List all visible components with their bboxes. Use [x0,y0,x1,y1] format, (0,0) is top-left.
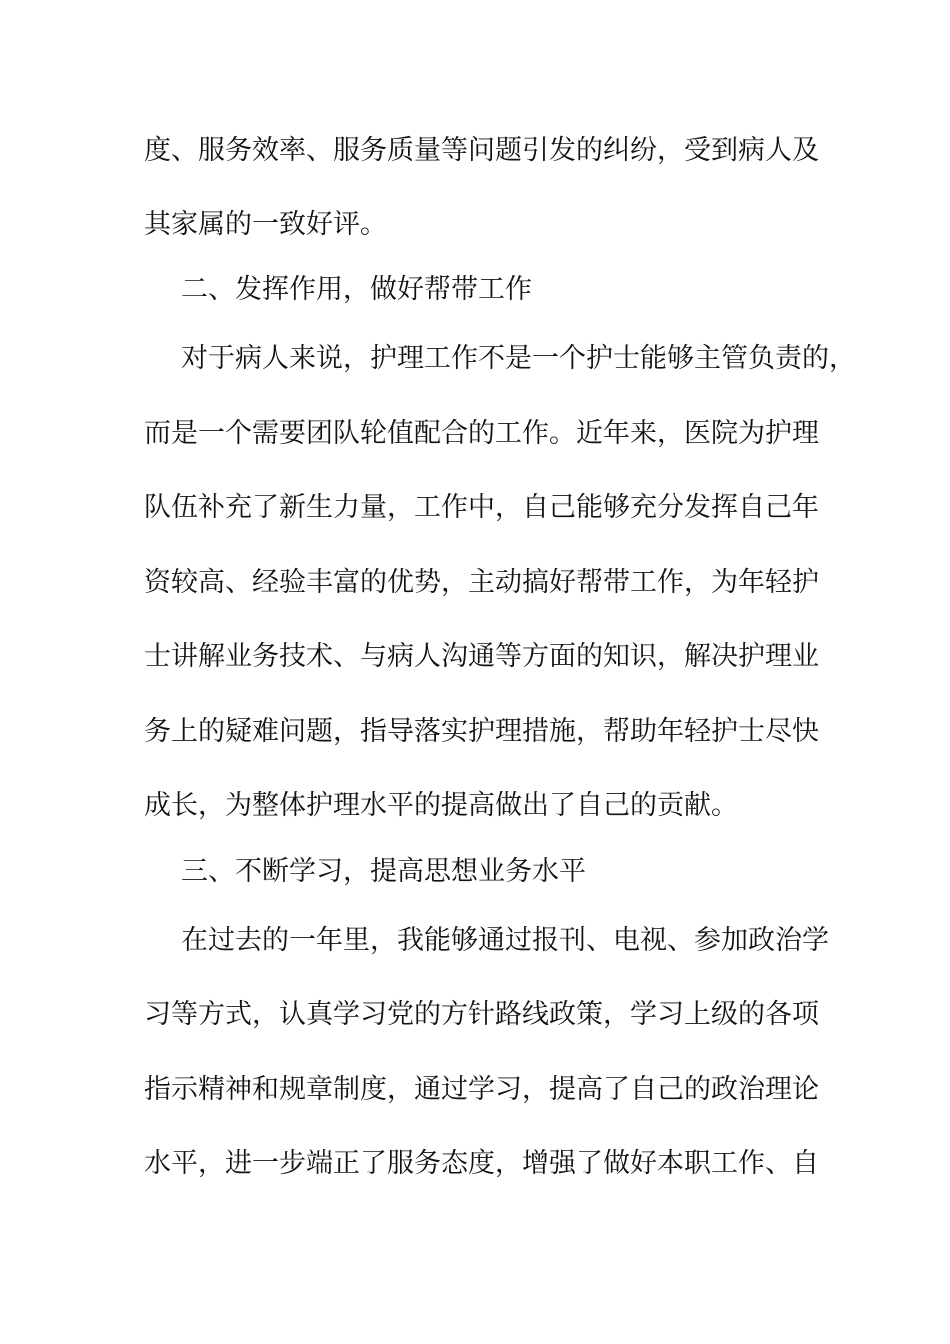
paragraph-line: 士讲解业务技术、与病人沟通等方面的知识，解决护理业 [144,641,819,672]
paragraph-line: 队伍补充了新生力量，工作中，自己能够充分发挥自己年 [144,492,819,523]
paragraph-line: 成长，为整体护理水平的提高做出了自己的贡献。 [144,790,738,821]
paragraph-line: 度、服务效率、服务质量等问题引发的纠纷，受到病人及 [144,135,819,166]
paragraph-line: 其家属的一致好评。 [144,209,387,240]
paragraph-line: 资较高、经验丰富的优势，主动搞好帮带工作，为年轻护 [144,567,819,598]
paragraph-line: 在过去的一年里，我能够通过报刊、电视、参加政治学 [181,925,829,956]
paragraph-line: 而是一个需要团队轮值配合的工作。近年来，医院为护理 [144,418,819,449]
paragraph-line: 务上的疑难问题，指导落实护理措施，帮助年轻护士尽快 [144,716,819,747]
paragraph-line: 指示精神和规章制度，通过学习，提高了自己的政治理论 [144,1074,819,1105]
paragraph-line: 水平，进一步端正了服务态度，增强了做好本职工作、自 [144,1148,819,1179]
paragraph-line: 对于病人来说，护理工作不是一个护士能够主管负责的， [181,343,856,374]
paragraph-line: 习等方式，认真学习党的方针路线政策，学习上级的各项 [144,999,819,1030]
section-heading: 二、发挥作用，做好帮带工作 [181,274,532,305]
section-heading: 三、不断学习，提高思想业务水平 [181,856,586,887]
